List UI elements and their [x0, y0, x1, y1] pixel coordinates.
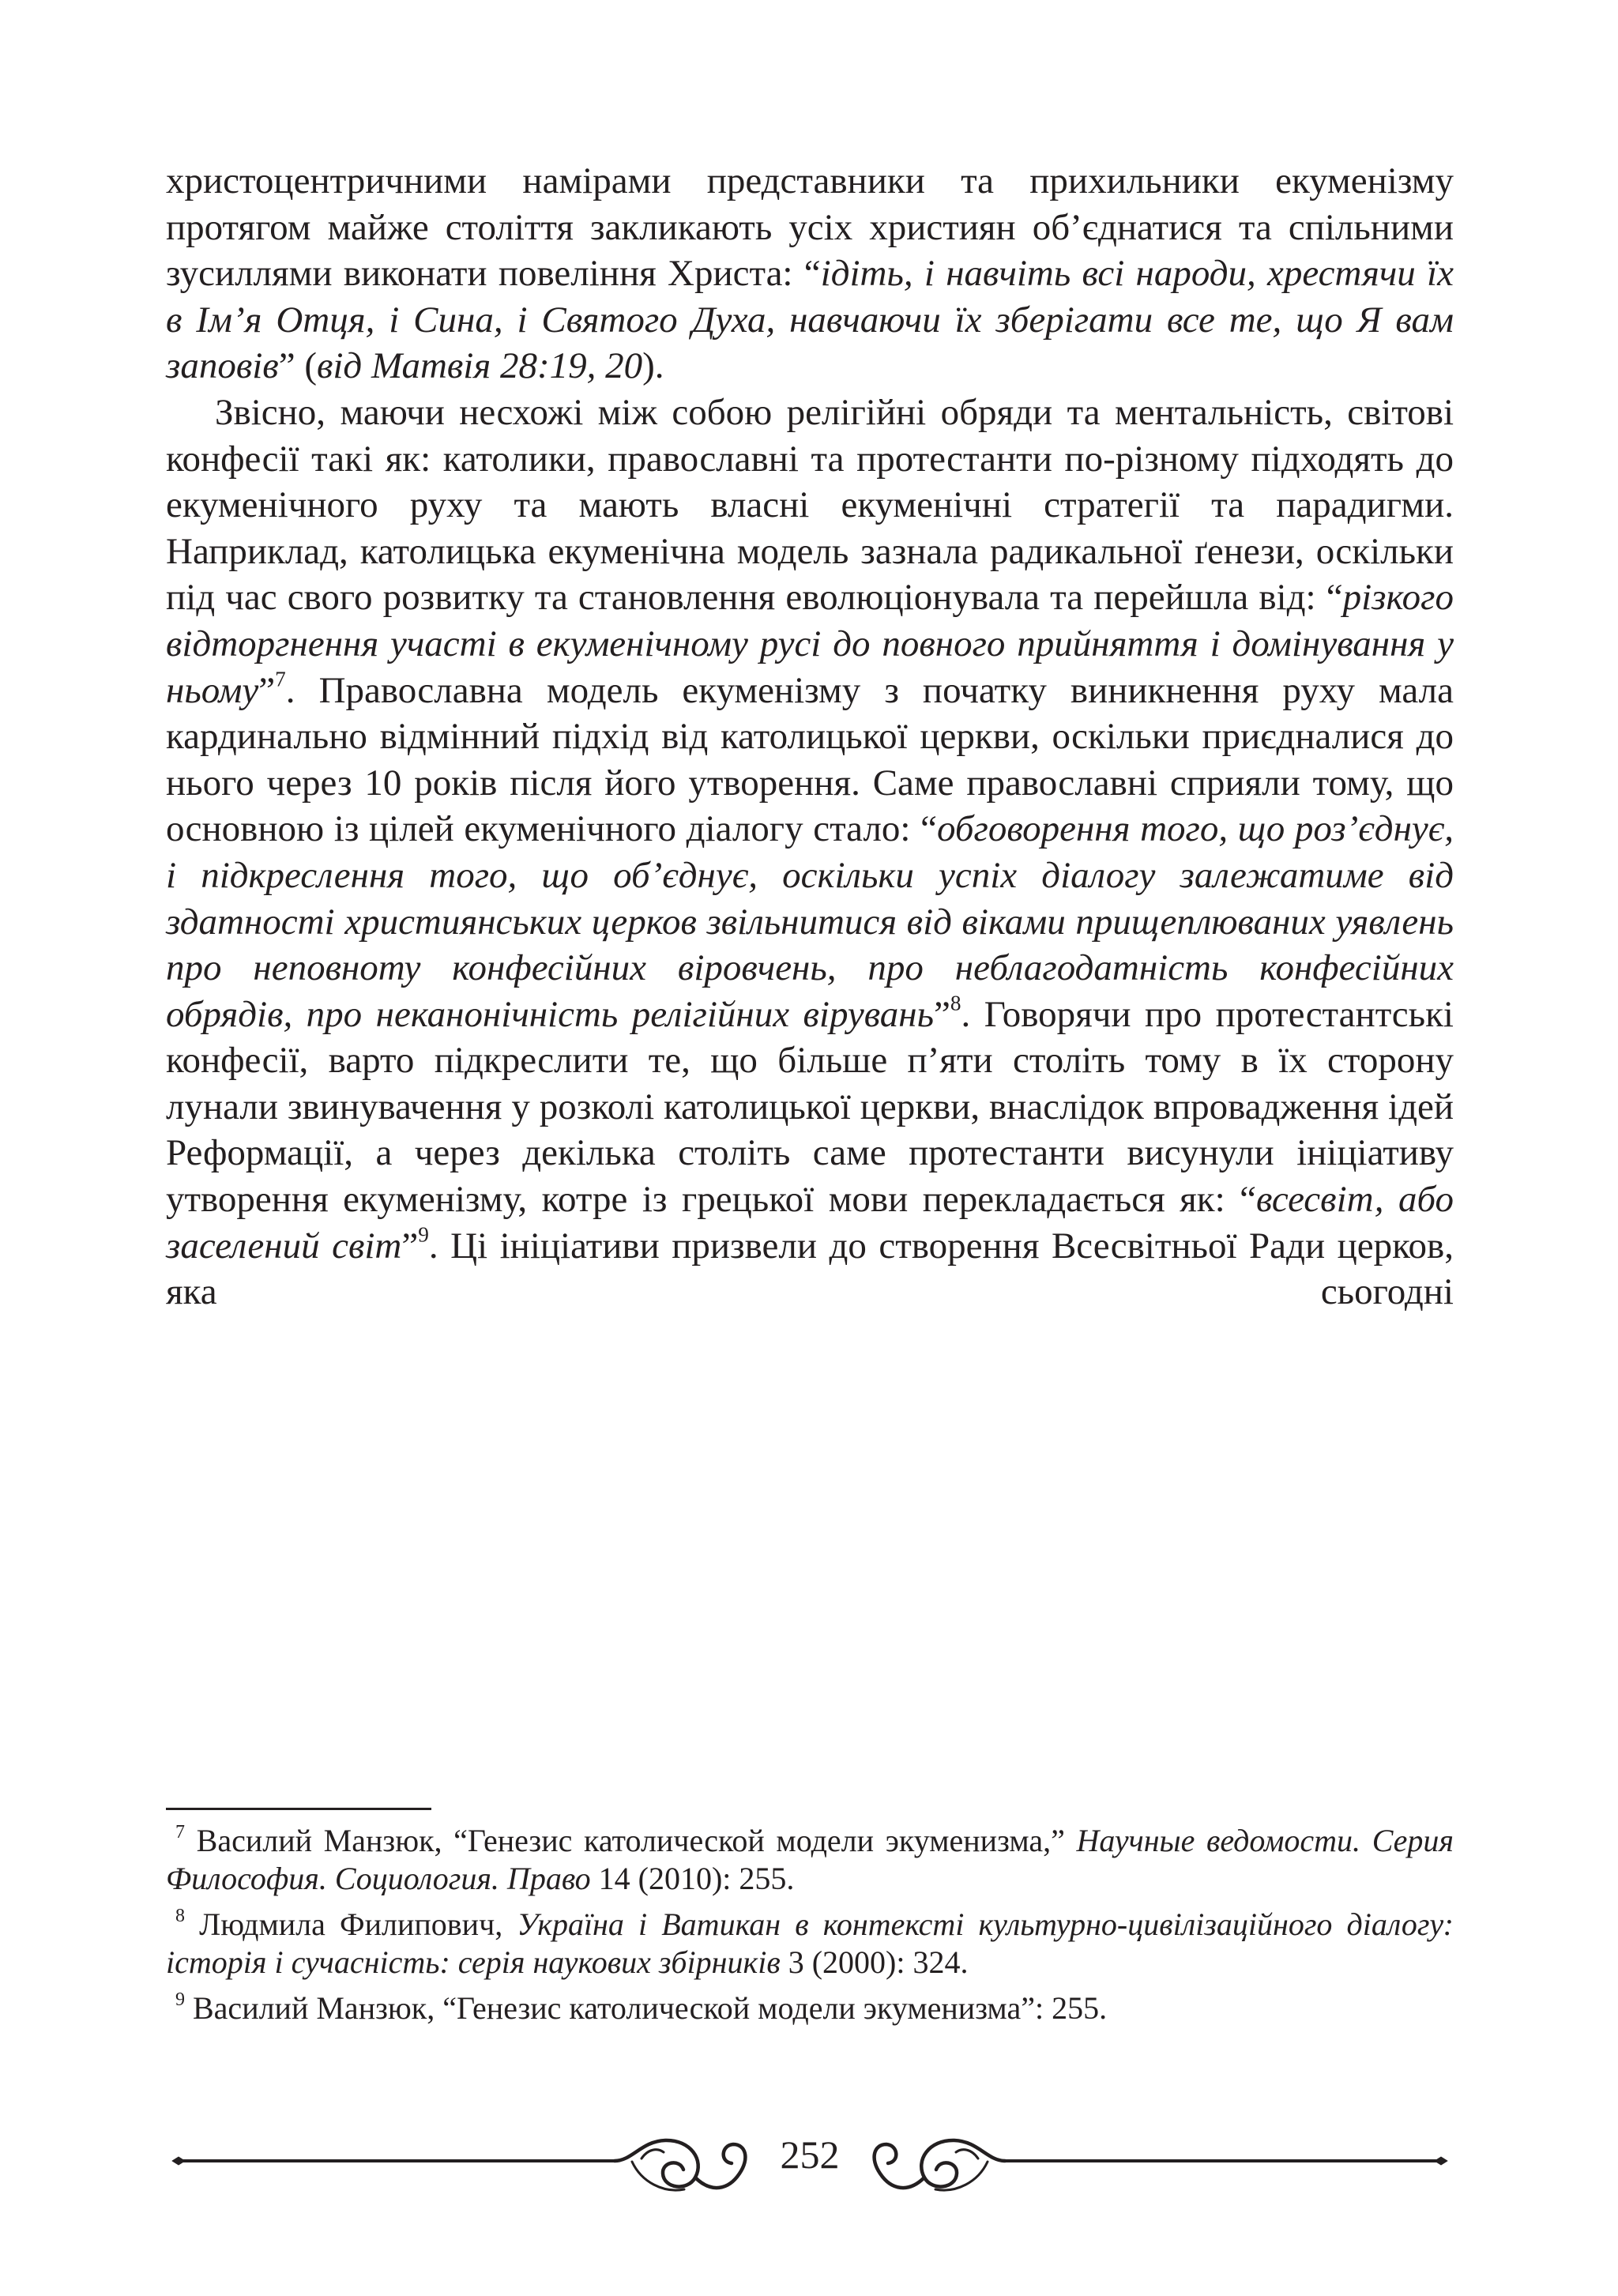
body-text: [166, 158, 1454, 1315]
text-run: христоцентричними намірами представники та прихильники екуменізму протягом майже століття закликають усіх християн об’єднатися та спільними зусиллями виконати повеління Христа: “: [166, 160, 1454, 295]
text-run: Василий Манзюк, “Генезис католической модели экуменизма”: 255.: [185, 1990, 1108, 2026]
italic-run: різкого відторгнення участі в екуменічному русі до повного прийняття і домінування у ньому: [166, 577, 1454, 711]
italic-run: обговорення того, що роз’єднує, і підкреслення того, що об’єднує, оскільки успіх діалогу залежатиме від здатності християнських церков звільнитися від віками прищеплюваних уявлень про неповноту конфесійних віровчень, про неблагодатність конфесійних обрядів, про неканонічність релігійних вірувань: [166, 808, 1454, 1035]
text-run: . Говорячи про протестантські конфесії, варто підкреслити те, що більше п’яти століть тому в їх сторону лунали звинувачення у розколі католицької церкви, внаслідок впровадження ідей Реформації, а через декілька століть саме протестанти висунули ініціативу утворення екуменізму, котре із грецької мови перекладається як: “: [166, 993, 1454, 1221]
footnote-ref: 8: [950, 991, 961, 1015]
footnote-ref: 7: [175, 1822, 185, 1843]
text-run: ”: [934, 993, 950, 1035]
text-run: ).: [642, 345, 664, 387]
text-run: ”: [258, 669, 276, 711]
italic-run: ідіть, і навчіть всі народи, хрестячи їх в Ім’я Отця, і Сина, і Святого Духа, навчаючи їх зберігати все те, що Я вам заповів: [166, 253, 1454, 387]
footnote-separator: [166, 1808, 431, 1810]
footnote: [166, 1822, 1454, 1898]
paragraph: [166, 390, 1454, 1315]
text-run: 14 (2010): 255.: [590, 1861, 795, 1896]
text-run: 3 (2000): 324.: [780, 1944, 969, 1980]
text-run: Звісно, маючи несхожі між собою релігійні обряди та ментальність, світові конфесії такі як: католики, православні та протестанти по-різному підходять до екуменічного руху та мають власні екуменічні стратегії та парадигми. Наприклад, католицька екуменічна модель зазнала радикальної ґенези, оскільки під час свого розвитку та становлення еволюціонувала та перейшла від: “: [166, 391, 1454, 619]
footnote: [166, 1906, 1454, 1982]
text-run: ”: [401, 1225, 419, 1267]
right-flourish-icon: [875, 2140, 1005, 2190]
italic-run: Научные ведомости. Серия Философия. Социология. Право: [166, 1823, 1454, 1896]
text-run: Василий Манзюк, “Генезис католической модели экуменизма,”: [185, 1823, 1077, 1858]
footnote: [166, 1989, 1454, 2027]
footnotes: [166, 1822, 1454, 2035]
footnote-ref: 9: [418, 1222, 429, 1247]
paragraph: [166, 158, 1454, 390]
text-run: Людмила Филипович,: [185, 1906, 517, 1942]
footnote-ref: 7: [275, 667, 286, 691]
italic-run: Україна і Ватикан в контексті культурно-цивілізаційного діалогу: історія і сучасність: серія наукових збірників: [166, 1906, 1454, 1980]
text-run: ” (: [278, 345, 317, 387]
italic-run: всесвіт, або заселений світ: [166, 1179, 1454, 1267]
page-number: 252: [780, 2132, 840, 2177]
footnote-ref: 9: [175, 1989, 185, 2011]
text-run: . Ці ініціативи призвели до створення Всесвітньої Ради церков, яка сьогодні: [166, 1225, 1454, 1313]
right-footer-group: [875, 2140, 1447, 2190]
text-run: . Православна модель екуменізму з початку виникнення руху мала кардинально відмінний підхід від католицької церкви, оскільки приєдналися до нього через 10 років після його утворення. Саме православні сприяли тому, що основною із цілей екуменічного діалогу стало: “: [166, 669, 1454, 850]
left-flourish-icon: [615, 2140, 745, 2190]
left-footer-group: [172, 2140, 745, 2190]
footnote-ref: 8: [175, 1906, 185, 1927]
italic-run: від Матвія 28:19, 20: [316, 345, 643, 387]
